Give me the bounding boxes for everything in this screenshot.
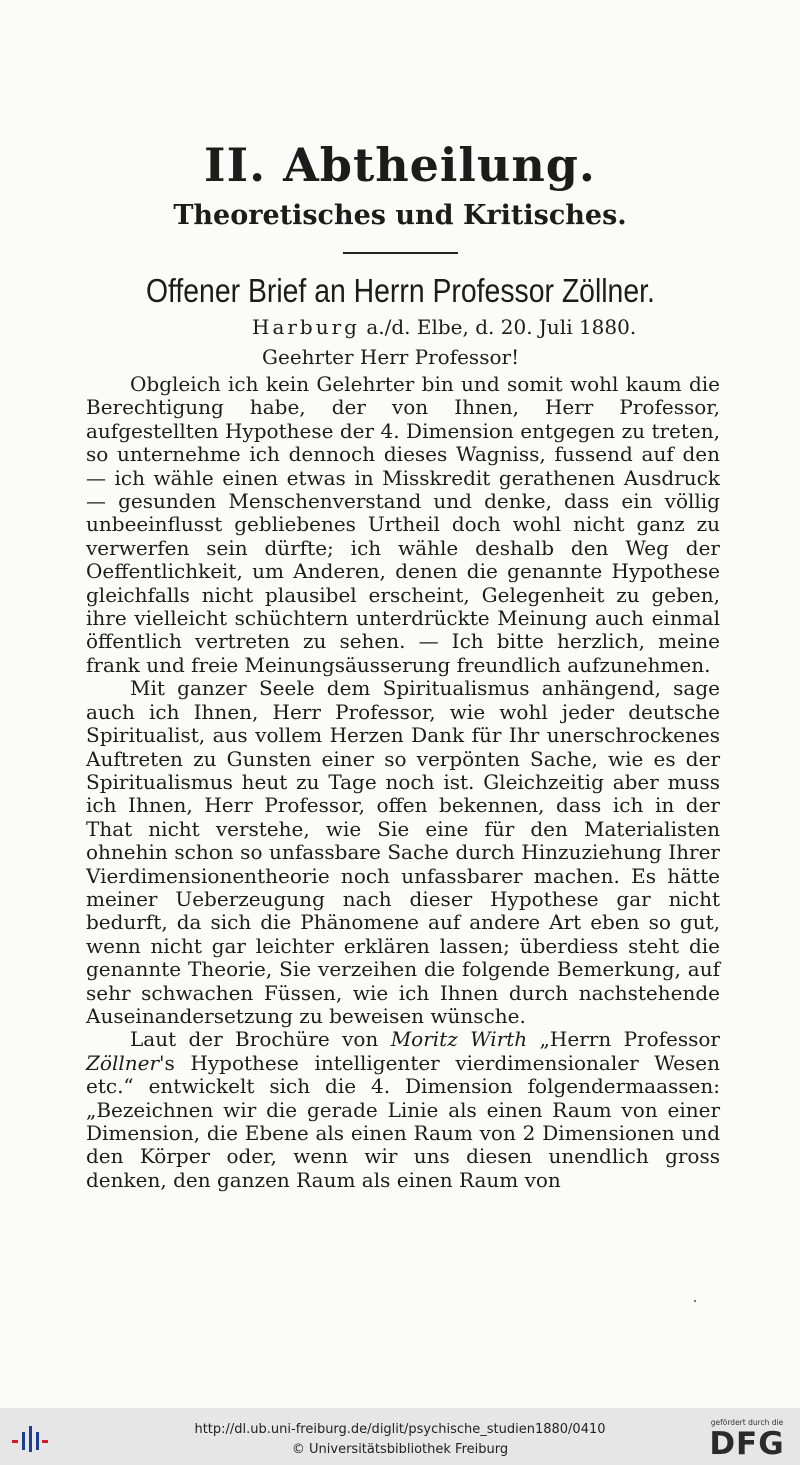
salutation: Geehrter Herr Professor! (262, 345, 520, 369)
dateline-date: a./d. Elbe, d. 20. Juli 1880. (359, 315, 637, 339)
dfg-caption: gefördert durch die (710, 1418, 784, 1427)
paragraph-3-part-c: 's Hypothese intelligenter vierdimensionaler Wesen etc.“ entwickelt sich die 4. Dimension folgendermaassen: „Bezeichnen wir die gerade Linie als einen Raum von einer Dimension, die Ebene als einen Raum von 2 Dimensionen und den Körper oder, wenn wir uns diesen unendlich gross denken, den ganzen Raum als einen Raum von (86, 1050, 720, 1192)
paragraph-3-part-b: „Herrn Professor (527, 1027, 720, 1052)
dfg-logo[interactable]: DFG (709, 1426, 785, 1462)
letter-body (86, 373, 720, 1192)
section-title: II. Abtheilung. (204, 138, 596, 192)
paragraph-1: Obgleich ich kein Gelehrter bin und somit wohl kaum die Berechtigung habe, der von Ihnen, Herr Professor, aufgestellten Hypothese der 4. Dimension entgegen zu treten, so unternehme ich dennoch dieses Wagniss, fussend auf den — ich wähle einen etwas in Misskredit gerathenen Ausdruck — gesunden Menschenverstand und denke, dass ein völlig unbeeinflusst gebliebenes Urtheil doch wohl nicht ganz zu verwerfen sein dürfte; ich wähle deshalb den Weg der Oeffentlichkeit, um Anderen, denen die genannte Hypothese gleichfalls nicht plausibel erscheint, Gelegenheit zu geben, ihre vielleicht schüchtern unterdrückte Meinung auch einmal öffentlich vertreten zu sehen. — Ich bitte herzlich, meine frank und freie Meinungsäusserung freundlich aufzunehmen. (86, 372, 720, 677)
paragraph-3-part-a: Laut der Brochüre von (130, 1027, 391, 1052)
section-subtitle: Theoretisches und Kritisches. (173, 200, 627, 231)
paragraph-2: Mit ganzer Seele dem Spiritualismus anhängend, sage auch ich Ihnen, Herr Professor, wie wohl jeder deutsche Spiritualist, aus vollem Herzen Dank für Ihr unerschrockenes Auftreten zu Gunsten einer so verpönten Sache, wie es der Spiritualismus heut zu Tage noch ist. Gleichzeitig aber muss ich Ihnen, Herr Professor, offen bekennen, dass ich in der That nicht verstehe, wie Sie eine für den Materialisten ohnehin schon so unfassbare Sache durch Hinzuziehung Ihrer Vierdimensionentheorie noch unfassbarer machen. Es hätte meiner Ueberzeugung nach dieser Hypothese gar nicht bedurft, da sich die Phänomene auf andere Art eben so gut, wenn nicht gar leichter erklären lassen; überdiess steht die genannte Theorie, Sie verzeihen die folgende Bemerkung, auf sehr schwachen Füssen, wie ich Ihnen durch nachstehende Auseinandersetzung zu beweisen wünsche. (86, 676, 720, 1028)
letter-title: Offener Brief an Herrn Professor Zöllner. (145, 272, 655, 309)
dateline (252, 315, 636, 339)
professor-name: Zöllner (86, 1050, 160, 1075)
source-url-link[interactable]: http://dl.ub.uni-freiburg.de/diglit/psychische_studien1880/0410 (194, 1422, 606, 1437)
paragraph-3 (86, 1028, 720, 1192)
divider-rule (343, 252, 458, 254)
dateline-place: Harburg (252, 315, 360, 339)
author-name: Moritz Wirth (390, 1027, 528, 1052)
copyright-notice: © Universitätsbibliothek Freiburg (291, 1442, 509, 1457)
speck-mark (694, 1300, 696, 1302)
footer-bar (0, 1408, 800, 1465)
